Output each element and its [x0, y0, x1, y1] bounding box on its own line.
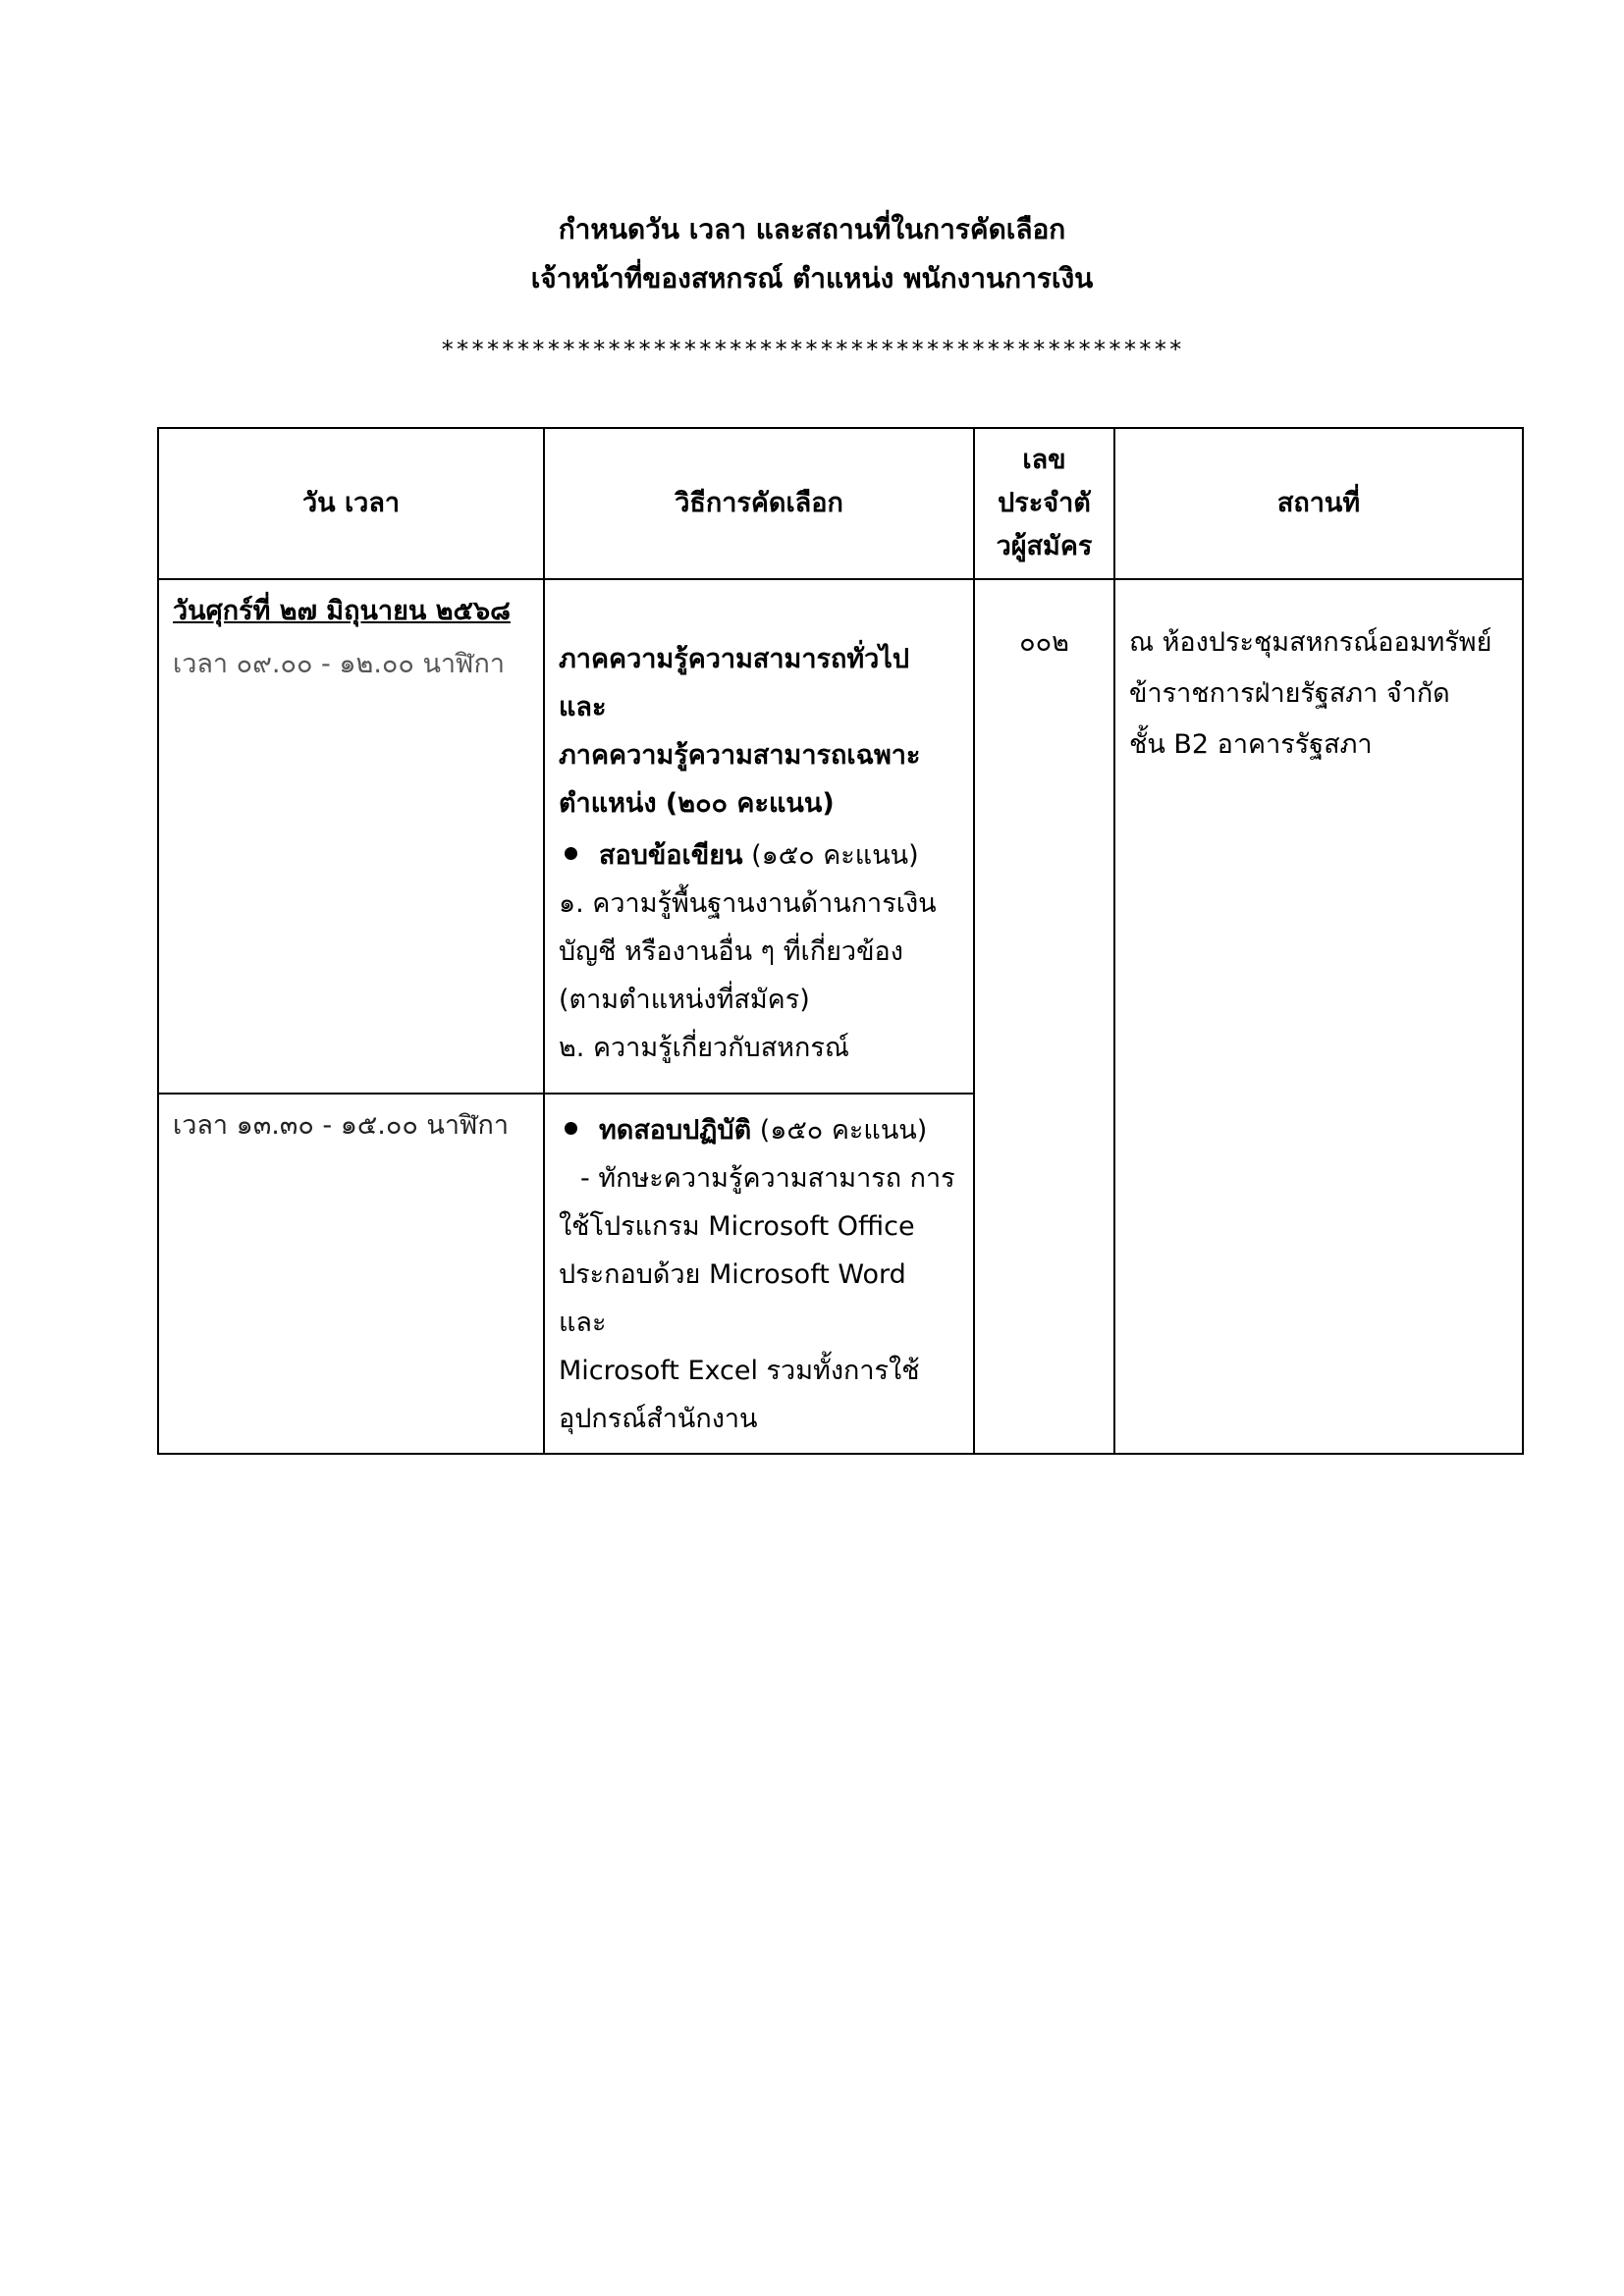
practical-test-score: (๑๕๐ คะแนน) [751, 1115, 928, 1146]
written-exam-score: (๑๕๐ คะแนน) [742, 840, 919, 871]
bullet-dot-icon [565, 847, 577, 860]
header-applicant-id-line-3: วผู้สมัคร [996, 531, 1093, 561]
afternoon-time: เวลา ๑๓.๓๐ - ๑๕.๐๐ นาฬิกา [173, 1110, 509, 1141]
morning-item-2: ๒. ความรู้เกี่ยวกับสหกรณ์ [559, 1033, 849, 1063]
cell-place [1114, 579, 1523, 1454]
afternoon-detail-line-4: Microsoft Excel รวมทั้งการใช้ [559, 1356, 920, 1386]
place-line-2: ข้าราชการฝ่ายรัฐสภา จำกัด [1129, 678, 1450, 709]
morning-item-1-line-3: (ตามตำแหน่งที่สมัคร) [559, 985, 810, 1015]
afternoon-detail-line-1: - ทักษะความรู้ความสามารถ การ [580, 1163, 955, 1194]
header-applicant-id-line-2: ประจำตั [998, 488, 1091, 518]
afternoon-bullet [559, 1106, 961, 1154]
exam-date: วันศุกร์ที่ ๒๗ มิถุนายน ๒๕๖๘ [173, 596, 511, 626]
morning-method-title-line-1: ภาคความรู้ความสามารถทั่วไป และ [559, 644, 910, 722]
separator-line: ************************************************* [440, 336, 1184, 363]
table-header-row [158, 428, 1523, 579]
afternoon-detail-line-2: ใช้โปรแกรม Microsoft Office [559, 1211, 915, 1242]
cell-afternoon-method [544, 1094, 974, 1454]
morning-bullet [559, 831, 961, 880]
applicant-id: ๐๐๒ [1019, 627, 1069, 658]
practical-test-label: ทดสอบปฏิบัติ [599, 1115, 752, 1146]
cell-applicant-id [974, 579, 1114, 1454]
morning-item-1-line-1: ๑. ความรู้พื้นฐานงานด้านการเงิน [559, 888, 937, 919]
morning-item-1-line-2: บัญชี หรืองานอื่น ๆ ที่เกี่ยวข้อง [559, 936, 903, 967]
morning-method-title-line-2: ภาคความรู้ความสามารถเฉพาะ [559, 740, 921, 771]
document-title-line-1: กำหนดวัน เวลา และสถานที่ในการคัดเลือก [558, 213, 1066, 245]
header-datetime: วัน เวลา [158, 428, 544, 579]
table-row-morning [158, 579, 1523, 1094]
header-applicant-id [974, 428, 1114, 579]
header-method: วิธีการคัดเลือก [544, 428, 974, 579]
place-line-3: ชั้น B2 อาคารรัฐสภา [1129, 729, 1373, 760]
morning-method-title [559, 635, 961, 828]
bullet-dot-icon [565, 1122, 577, 1135]
header-applicant-id-line-1: เลข [1022, 445, 1066, 475]
morning-time: เวลา ๐๙.๐๐ - ๑๒.๐๐ นาฬิกา [173, 649, 506, 679]
afternoon-detail-line-3: ประกอบด้วย Microsoft Word และ [559, 1259, 906, 1338]
morning-method-title-line-3: ตำแหน่ง (๒๐๐ คะแนน) [559, 788, 835, 819]
place-line-1: ณ ห้องประชุมสหกรณ์ออมทรัพย์ [1129, 627, 1492, 658]
written-exam-label: สอบข้อเขียน [599, 840, 743, 871]
afternoon-detail-line-5: อุปกรณ์สำนักงาน [559, 1404, 758, 1434]
cell-morning-datetime [158, 579, 544, 1094]
header-place: สถานที่ [1114, 428, 1523, 579]
schedule-table [157, 427, 1524, 1455]
document-title-line-2: เจ้าหน้าที่ของสหกรณ์ ตำแหน่ง พนักงานการเงิน [530, 262, 1094, 294]
cell-morning-method [544, 579, 974, 1094]
cell-afternoon-datetime [158, 1094, 544, 1454]
